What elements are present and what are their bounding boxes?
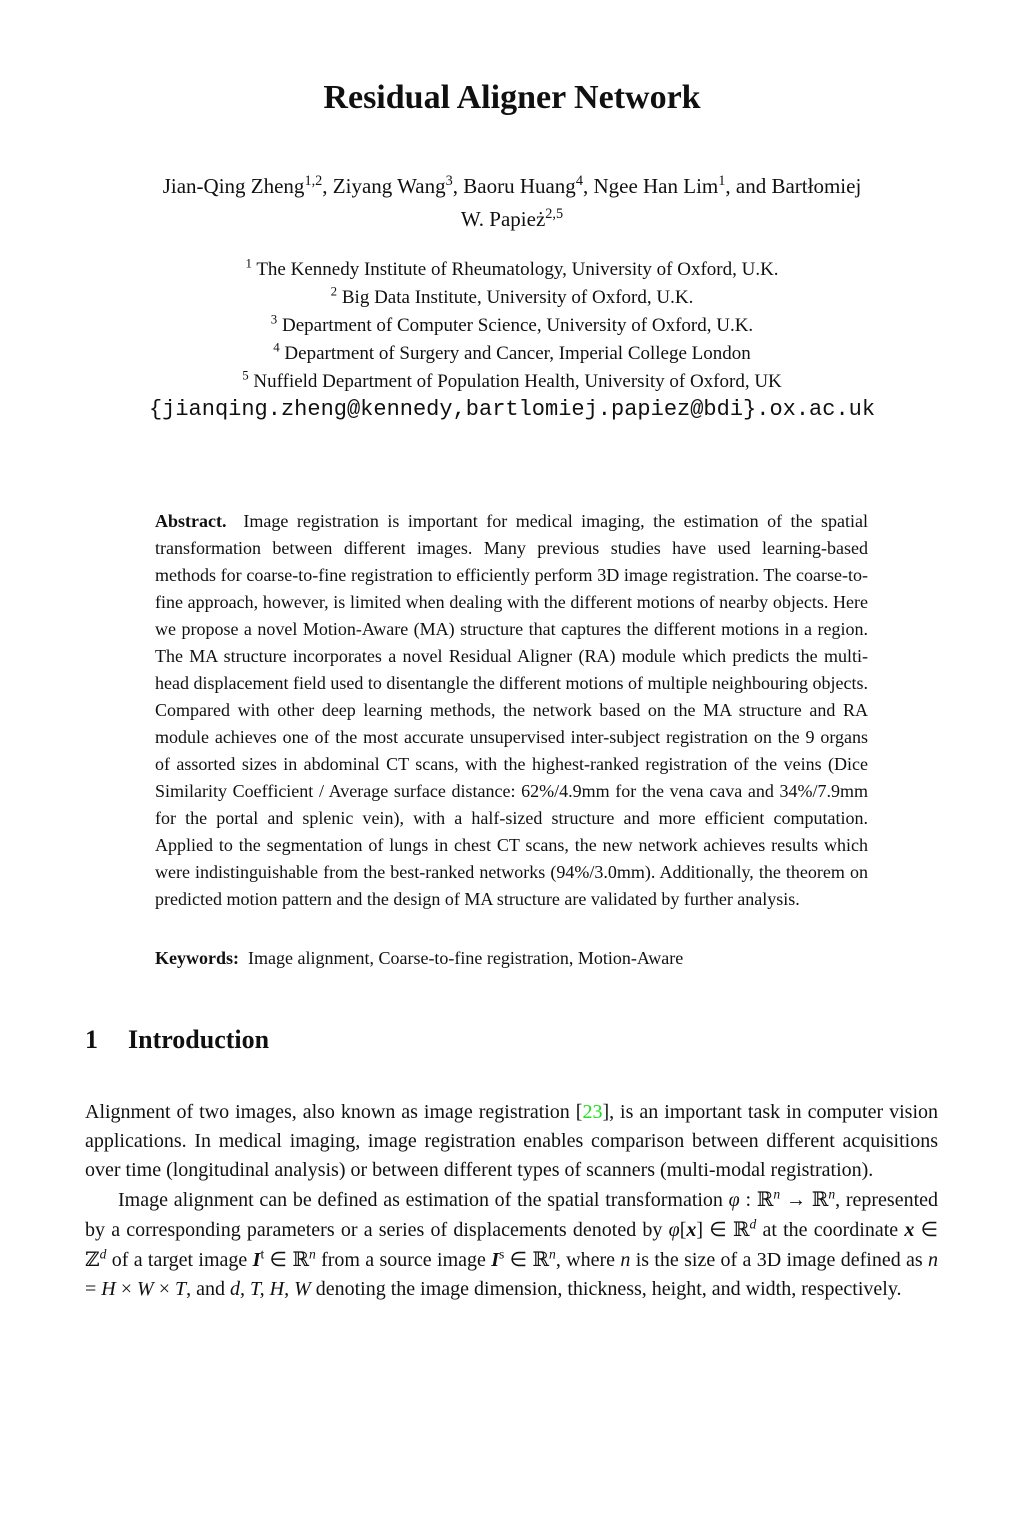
affiliation-item: $^4$ Department of Surgery and Cancer, Imperial College London — [273, 339, 751, 364]
abstract-paragraph: Abstract. Image registration is important for medical imaging, the estimation of the spatial transformation between different images. Many previous studies have used learning-based methods for coarse-to-fine registration to efficiently perform 3D image registration. The coarse-to-fine approach, however, is limited when dealing with the different motions of nearby objects. Here we propose a novel Motion-Aware (MA) structure that captures the different motions in a region. The MA structure incorporates a novel Residual Aligner (RA) module which predicts the multi-head displacement field used to disentangle the different motions of multiple neighbouring objects. Compared with other deep learning methods, the network based on the MA structure and RA module achieves one of the most accurate unsupervised inter-subject registration on the 9 organs of assorted sizes in abdominal CT scans, with the highest-ranked registration of the veins (Dice Similarity Coefficient / Average surface distance: 62%/4.9mm for the vena cava and 34%/7.9mm for the portal and splenic vein), with a half-sized structure and more efficient computation. Applied to the segmentation of lungs in chest CT scans, the new network achieves results which were indistinguishable from the best-ranked networks (94%/3.0mm). Additionally, the theorem on predicted motion pattern and the design of MA structure are validated by further analysis. — [155, 511, 868, 909]
section-heading — [85, 1024, 1024, 1056]
introduction-body — [85, 1098, 938, 1304]
intro-paragraph-1: Alignment of two images, also known as image registration [23], is an important task in computer vision applications. In medical imaging, image registration enables comparison between different acquisitions over time (longitudinal analysis) or between different types of scanners (multi-modal registration). — [85, 1101, 938, 1181]
paper-title: Residual Aligner Network — [323, 79, 701, 116]
affiliation-item: $^3$ Department of Computer Science, University of Oxford, U.K. — [270, 311, 754, 336]
affiliation-item: $^2$ Big Data Institute, University of Oxford, U.K. — [330, 283, 694, 308]
email-line: {jianqing.zheng@kennedy,bartlomiej.papiez@bdi}.ox.ac.uk — [148, 397, 876, 422]
keywords-line: Keywords: Image alignment, Coarse-to-fine registration, Motion-Aware — [155, 948, 684, 968]
author-line: Jian-Qing Zheng$^{1,2}$, Ziyang Wang$^3$, Baoru Huang$^4$, Ngee Han Lim$^1$, and Bartłomiej W. Papież$^{2,5}$ — [162, 173, 862, 231]
section-number: 1 — [85, 1025, 98, 1054]
section-title: Introduction — [128, 1025, 270, 1054]
citation-ref-23[interactable]: 23 — [582, 1101, 603, 1123]
affiliation-list — [0, 256, 1024, 396]
affiliation-item: $^1$ The Kennedy Institute of Rheumatology, University of Oxford, U.K. — [245, 255, 779, 280]
intro-paragraph-2: Image alignment can be defined as estimation of the spatial transformation φ : ℝ$^n$ → ℝ$^n$, represented by a corresponding parameters or a series of displacements denoted by φ[x] ∈ ℝ$^d$ at the coordinate x ∈ ℤ$^d$ of a target image $I^t$ ∈ ℝ$^n$ from a source image $I^s$ ∈ ℝ$^n$, where n is the size of a 3D image defined as n = H × W × T, and d, T, H, W denoting the image dimension, thickness, height, and width, respectively. — [85, 1186, 939, 1300]
affiliation-item: $^5$ Nuffield Department of Population Health, University of Oxford, UK — [242, 367, 782, 392]
